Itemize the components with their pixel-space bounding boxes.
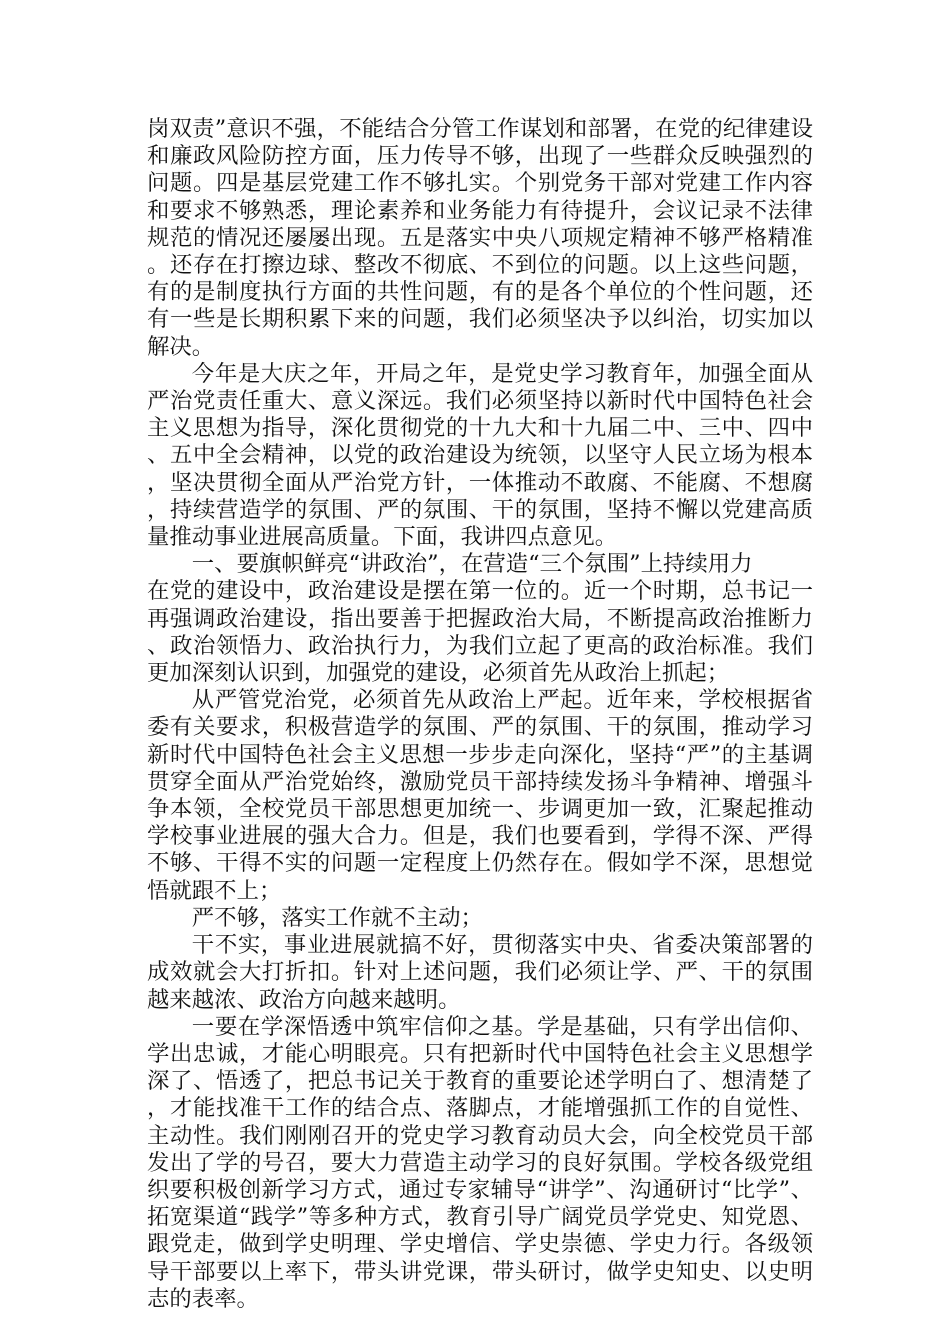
document-page — [147, 116, 813, 1313]
paragraph-2: 今年是大庆之年，开局之年，是党史学习教育年，加强全面从严治党责任重大、意义深远。我们必须坚持以新时代中国特色社会主义思想为指导，深化贯彻党的十九大和十九届二中、三中、四中、五中全会精神，以党的政治建设为统领，以坚守人民立场为根本，坚决贯彻全面从严治党方针，一体推动不敢腐、不能腐、不想腐，持续营造学的氛围、严的氛围、干的氛围，坚持不懈以党建高质量推动事业进展高质量。下面，我讲四点意见。 — [147, 360, 813, 551]
paragraph-1: 岗双责”意识不强，不能结合分管工作谋划和部署，在党的纪律建设和廉政风险防控方面，压力传导不够，出现了一些群众反映强烈的问题。四是基层党建工作不够扎实。个别党务干部对党建工作内容和要求不够熟悉，理论素养和业务能力有待提升，会议记录不法律规范的情况还屡屡出现。五是落实中央八项规定精神不够严格精准。还存在打擦边球、整改不彻底、不到位的问题。以上这些问题，有的是制度执行方面的共性问题，有的是各个单位的个性问题，还有一些是长期积累下来的问题，我们必须坚决予以纠治，切实加以解决。 — [147, 116, 813, 360]
paragraph-3: 在党的建设中，政治建设是摆在第一位的。近一个时期，总书记一再强调政治建设，指出要善于把握政治大局，不断提高政治推断力、政治领悟力、政治执行力，为我们立起了更高的政治标准。我们更加深刻认识到，加强党的建设，必须首先从政治上抓起； — [147, 578, 813, 687]
section-heading-1: 一、要旗帜鲜亮“讲政治”，在营造“三个氛围”上持续用力 — [191, 551, 753, 578]
paragraph-7: 一要在学深悟透中筑牢信仰之基。学是基础，只有学出信仰、学出忠诚，才能心明眼亮。只有把新时代中国特色社会主义思想学深了、悟透了，把总书记关于教育的重要论述学明白了、想清楚了，才能找准干工作的结合点、落脚点，才能增强抓工作的自觉性、主动性。我们刚刚召开的党史学习教育动员大会，向全校党员干部发出了学的号召，要大力营造主动学习的良好氛围。学校各级党组织要积极创新学习方式，通过专家辅导“讲学”、沟通研讨“比学”、拓宽渠道“践学”等多种方式，教育引导广阔党员学党史、知党恩、跟党走，做到学史明理、学史增信、学史崇德、学史力行。各级领导干部要以上率下，带头讲党课，带头研讨，做学史知史、以史明志的表率。 — [147, 1013, 813, 1312]
paragraph-6: 干不实，事业进展就搞不好，贯彻落实中央、省委决策部署的成效就会大打折扣。针对上述问题，我们必须让学、严、干的氛围越来越浓、政治方向越来越明。 — [147, 932, 813, 1013]
paragraph-5: 严不够，落实工作就不主动； — [191, 904, 483, 931]
paragraph-4: 从严管党治党，必须首先从政治上严起。近年来，学校根据省委有关要求，积极营造学的氛围、严的氛围、干的氛围，推动学习新时代中国特色社会主义思想一步步走向深化，坚持“严”的主基调贯穿全面从严治党始终，激励党员干部持续发扬斗争精神、增强斗争本领，全校党员干部思想更加统一、步调更加一致，汇聚起推动学校事业进展的强大合力。但是，我们也要看到，学得不深、严得不够、干得不实的问题一定程度上仍然存在。假如学不深，思想觉悟就跟不上； — [147, 687, 813, 904]
